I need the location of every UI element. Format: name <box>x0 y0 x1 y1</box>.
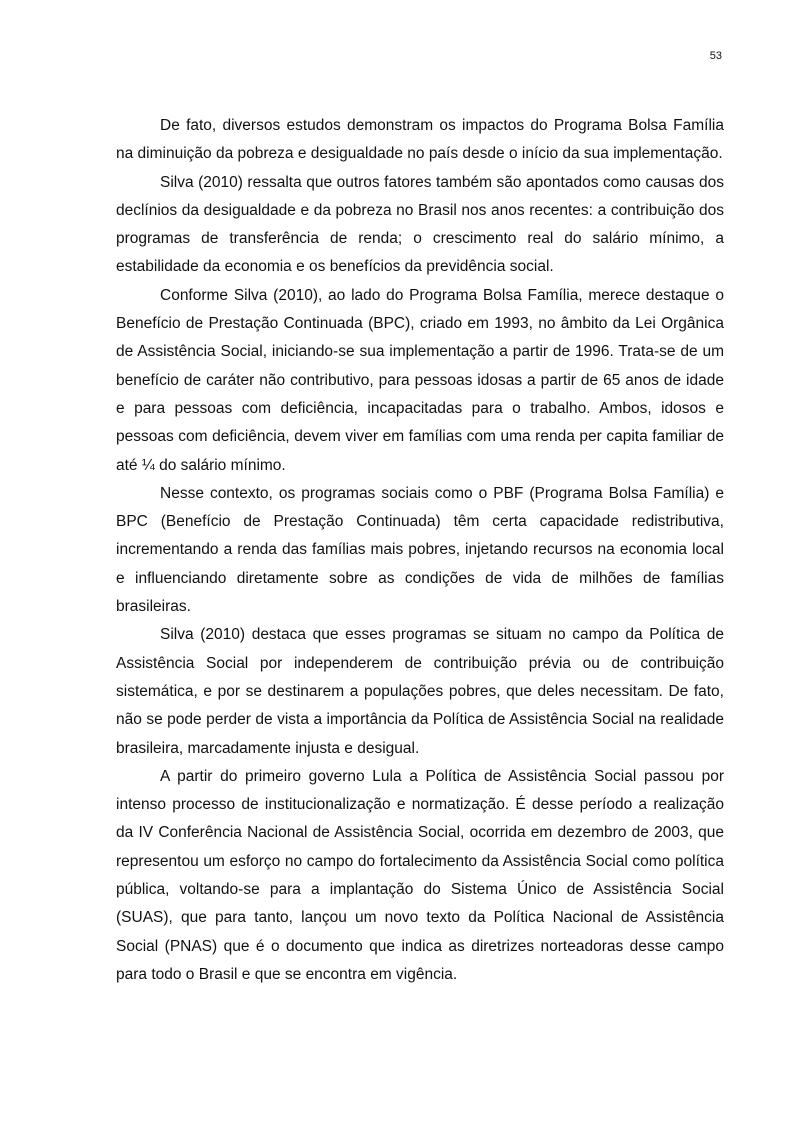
paragraph: De fato, diversos estudos demonstram os impactos do Programa Bolsa Família na diminuição da pobreza e desigualdade no país desde o início da sua implementação. <box>116 117 724 163</box>
paragraph: Silva (2010) ressalta que outros fatores também são apontados como causas dos declínios da desigualdade e da pobreza no Brasil nos anos recentes: a contribuição dos programas de transferência de renda; o crescimento real do salário mínimo, a estabilidade da economia e os benefícios da previdência social. <box>116 173 724 276</box>
paragraph: A partir do primeiro governo Lula a Política de Assistência Social passou por intenso processo de institucionalização e normatização. É desse período a realização da IV Conferência Nacional de Assistência Social, ocorrida em dezembro de 2003, que representou um esforço no campo do fortalecimento da Assistência Social como política pública, voltando-se para a implantação do Sistema Único de Assistência Social (SUAS), que para tanto, lançou um novo texto da Política Nacional de Assistência Social (PNAS) que é o documento que indica as diretrizes norteadoras desse campo para todo o Brasil e que se encontra em vigência. <box>116 767 724 983</box>
page-number: 53 <box>709 50 722 62</box>
paragraph: Conforme Silva (2010), ao lado do Programa Bolsa Família, merece destaque o Benefício de Prestação Continuada (BPC), criado em 1993, no âmbito da Lei Orgânica de Assistência Social, iniciando-se sua implementação a partir de 1996. Trata-se de um benefício de caráter não contributivo, para pessoas idosas a partir de 65 anos de idade e para pessoas com deficiência, incapacitadas para o trabalho. Ambos, idosos e pessoas com deficiência, devem viver em famílias com uma renda per capita familiar de até ¼ do salário mínimo. <box>116 286 724 474</box>
body-text <box>116 112 724 989</box>
paragraph: Silva (2010) destaca que esses programas se situam no campo da Política de Assistência Social por independerem de contribuição prévia ou de contribuição sistemática, e por se destinarem a populações pobres, que deles necessitam. De fato, não se pode perder de vista a importância da Política de Assistência Social na realidade brasileira, marcadamente injusta e desigual. <box>116 626 724 757</box>
paragraph: Nesse contexto, os programas sociais como o PBF (Programa Bolsa Família) e BPC (Benefício de Prestação Continuada) têm certa capacidade redistributiva, incrementando a renda das famílias mais pobres, injetando recursos na economia local e influenciando diretamente sobre as condições de vida de milhões de famílias brasileiras. <box>116 484 724 616</box>
